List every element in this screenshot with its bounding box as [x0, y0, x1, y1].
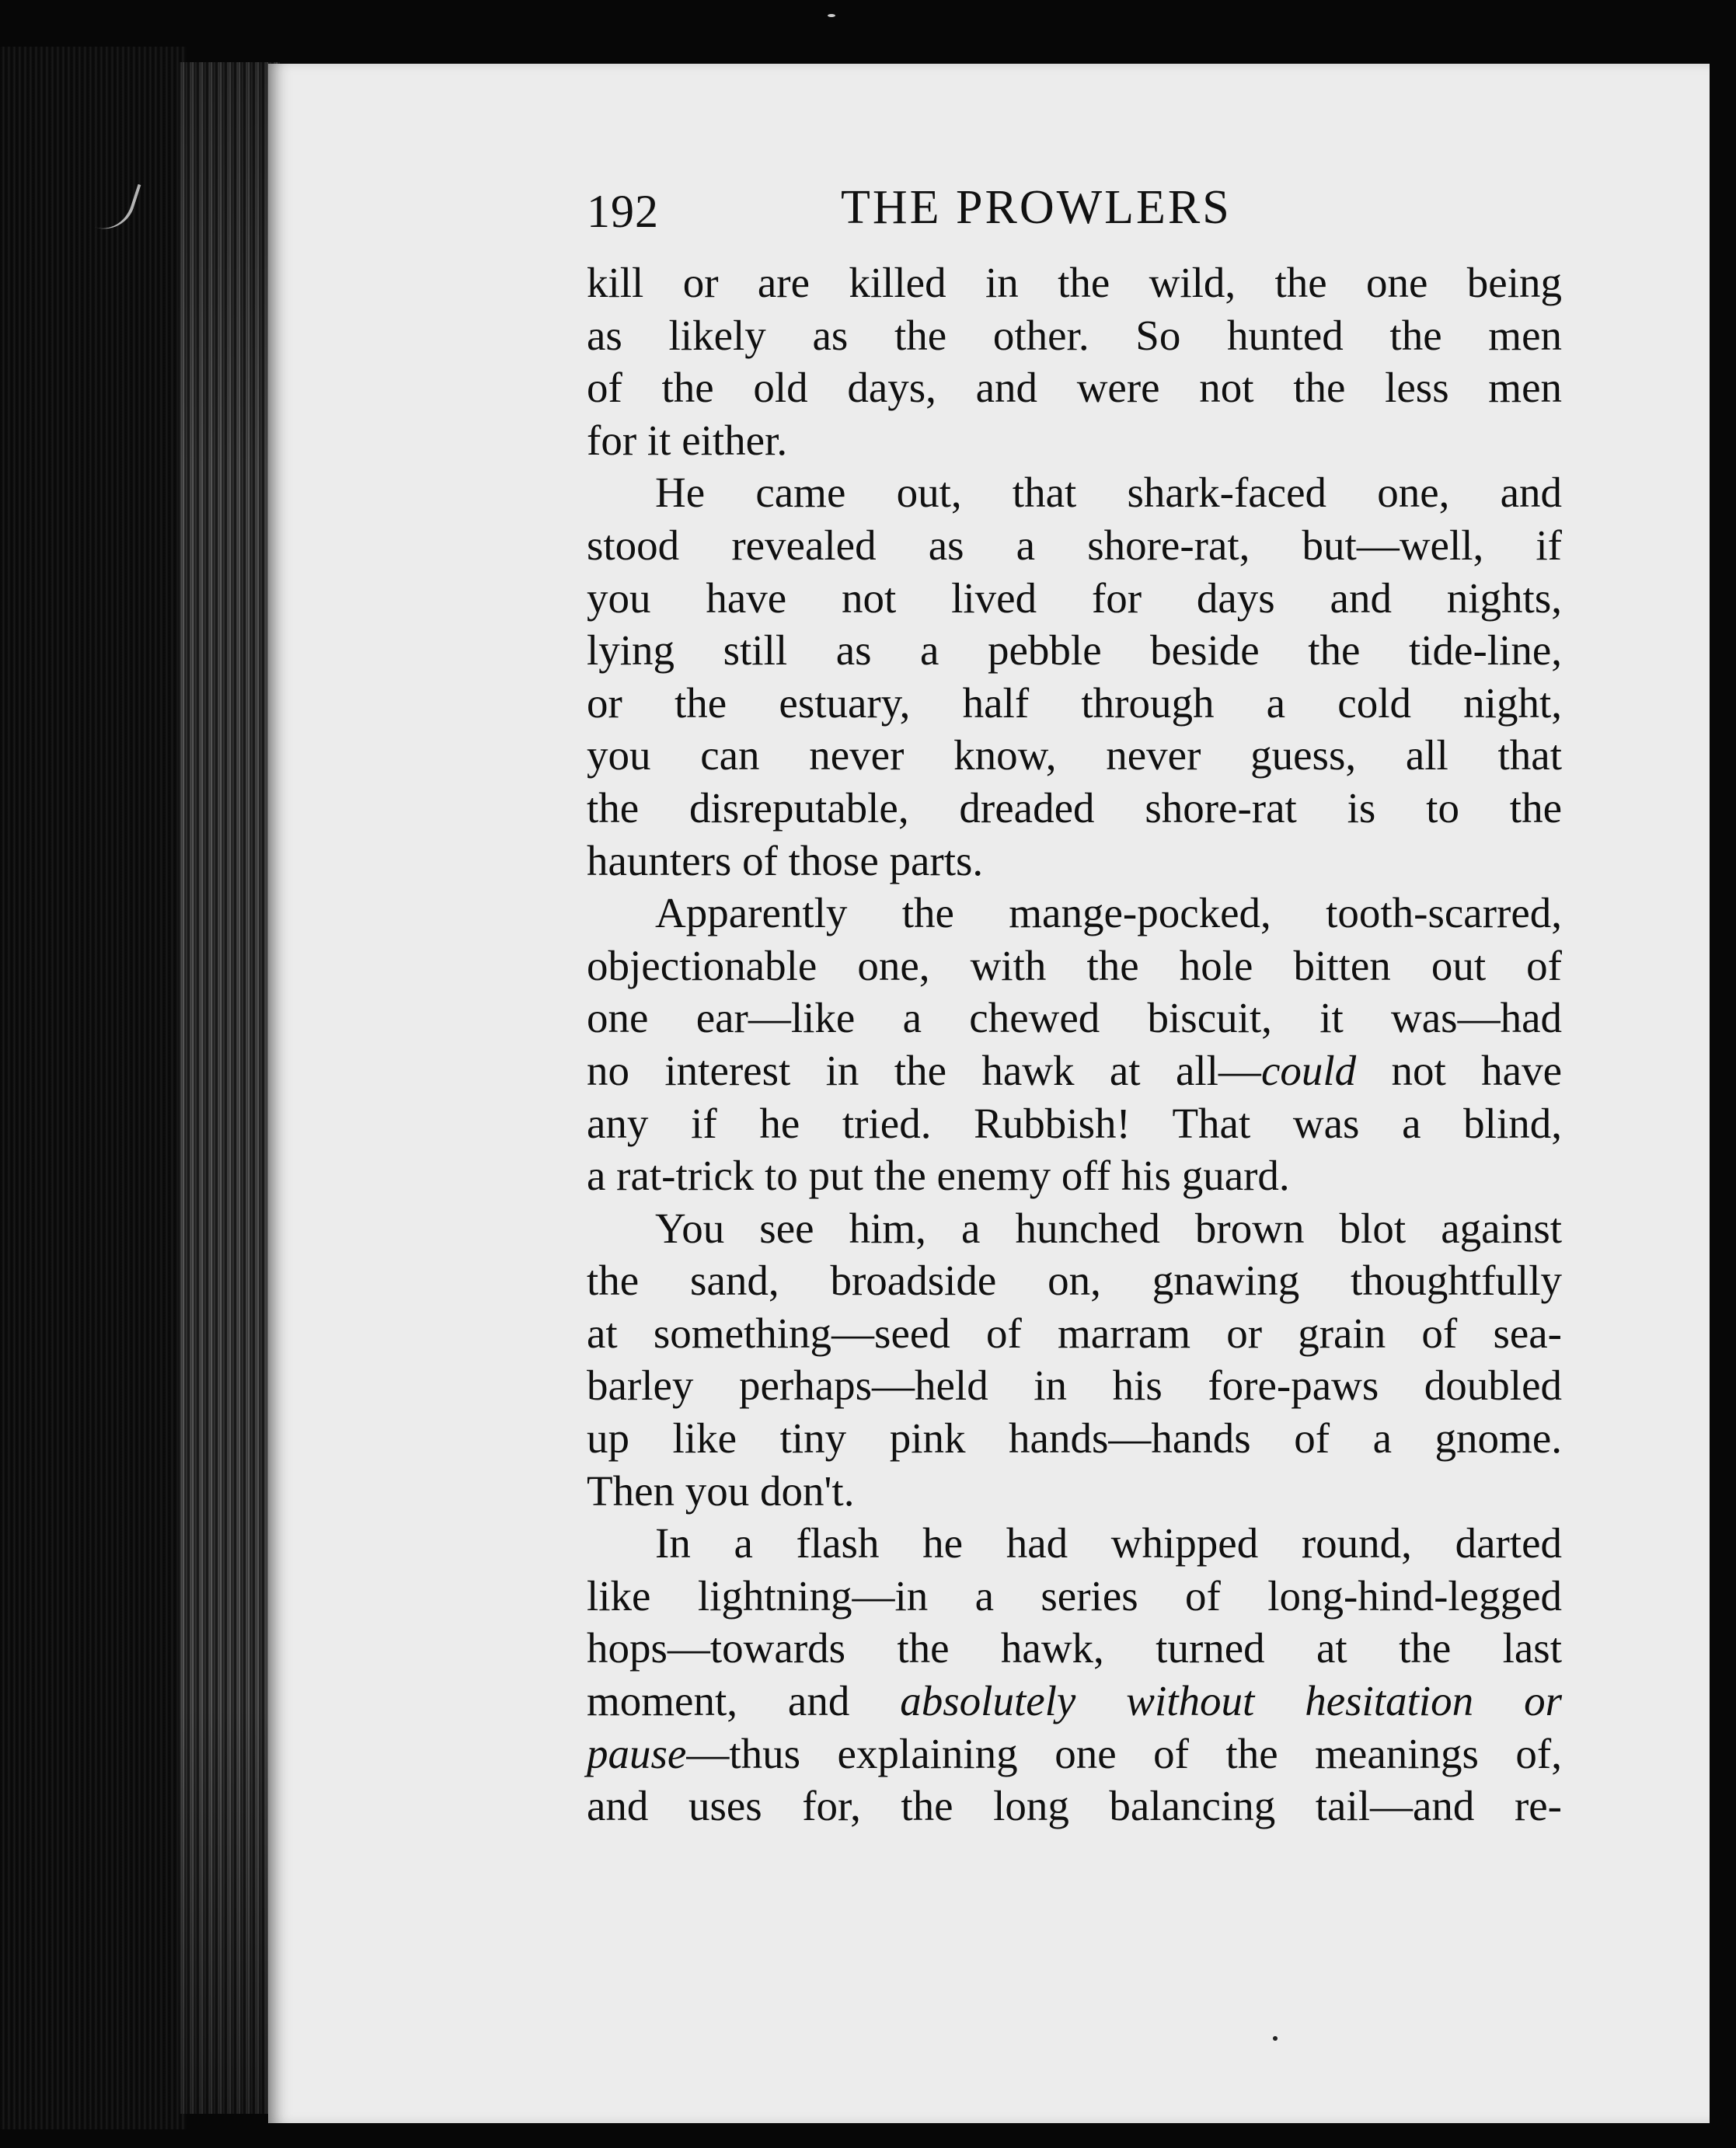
text-line: objectionable one, with the hole bitten out of [587, 941, 1562, 989]
text-line: you can never know, never guess, all that [587, 731, 1562, 779]
text-line: one ear—like a chewed biscuit, it was—had [587, 994, 1562, 1042]
page-number: 192 [587, 186, 659, 237]
text-line [587, 1728, 1562, 1780]
text-line: or the estuary, half through a cold night, [587, 678, 1562, 727]
text-span: —thus explaining one of the meanings of, [686, 1729, 1562, 1777]
text-line: for it either. [587, 416, 788, 464]
text-line: up like tiny pink hands—hands of a gnome. [587, 1414, 1562, 1463]
text-line: and uses for, the long balancing tail—and re- [587, 1782, 1562, 1830]
book-binding [0, 47, 186, 2129]
page-header [587, 180, 1302, 250]
text-line: Apparently the mange-pocked, tooth-scarred, [655, 889, 1562, 937]
italic-text: could [1260, 1046, 1357, 1094]
text-line: hops—towards the hawk, turned at the last [587, 1624, 1562, 1672]
text-line: barley perhaps—held in his fore-paws doubled [587, 1362, 1562, 1410]
text-line: any if he tried. Rubbish! That was a blind, [587, 1099, 1562, 1147]
text-line: like lightning—in a series of long-hind-legged [587, 1571, 1562, 1620]
text-line: lying still as a pebble beside the tide-line, [587, 626, 1562, 675]
text-line: of the old days, and were not the less men [587, 364, 1562, 412]
running-title: THE PROWLERS [841, 181, 1232, 234]
text-line [587, 1044, 1562, 1097]
print-speck [1273, 2036, 1278, 2041]
text-span: no interest in the hawk at all— [587, 1046, 1261, 1094]
text-line: haunters of those parts. [587, 836, 984, 884]
text-line: the disreputable, dreaded shore-rat is to the [587, 783, 1562, 832]
text-line: He came out, that shark-faced one, and [655, 469, 1562, 517]
italic-text: absolutely without hesitation or [900, 1677, 1562, 1725]
text-line: the sand, broadside on, gnawing thoughtfully [587, 1257, 1562, 1305]
text-line: stood revealed as a shore-rat, but—well, if [587, 521, 1562, 569]
text-line: Then you don't. [587, 1466, 855, 1515]
text-line: You see him, a hunched brown blot against [655, 1204, 1562, 1252]
text-span: moment, and [587, 1677, 901, 1725]
italic-text: pause [587, 1729, 687, 1777]
text-line: as likely as the other. So hunted the men [587, 311, 1562, 359]
text-line: at something—seed of marram or grain of sea- [587, 1309, 1562, 1357]
page-edges [179, 62, 280, 2114]
text-line: a rat-trick to put the enemy off his guard. [587, 1152, 1290, 1200]
body-text [587, 256, 1562, 1832]
text-line: you have not lived for days and nights, [587, 574, 1562, 622]
text-line: In a flash he had whipped round, darted [655, 1519, 1562, 1567]
print-speck [828, 14, 835, 17]
text-line: kill or are killed in the wild, the one being [587, 259, 1562, 306]
text-span: not have [1356, 1046, 1563, 1094]
text-line [587, 1675, 1562, 1728]
